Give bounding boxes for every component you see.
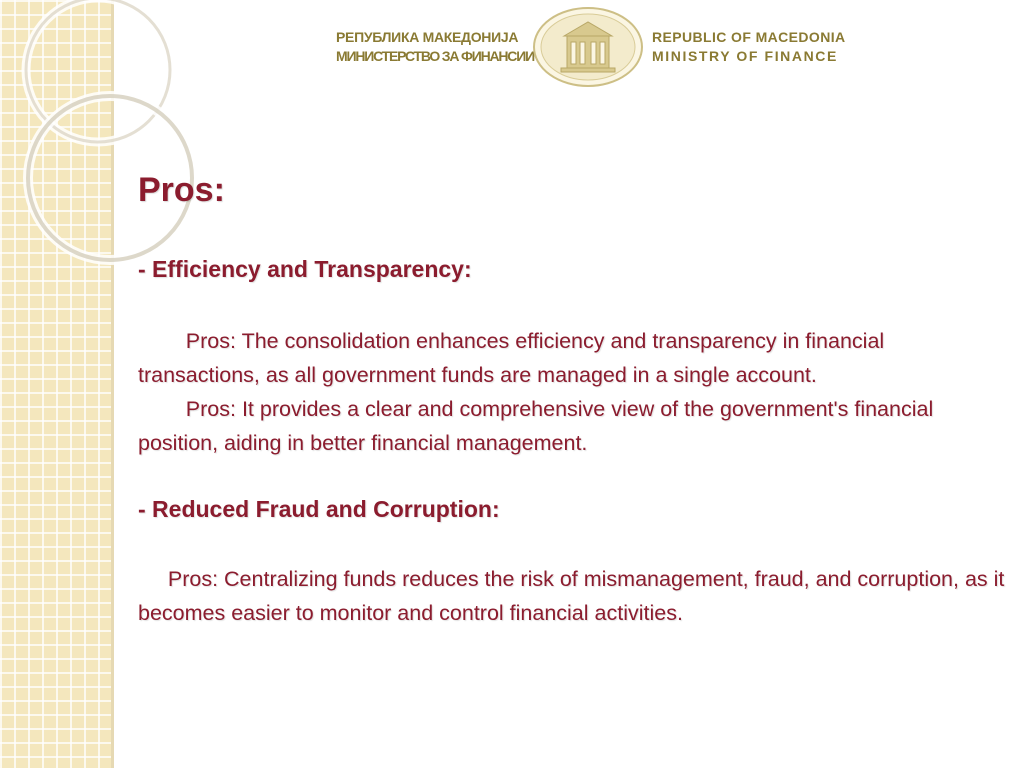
paragraph-efficiency-1: Pros: The consolidation enhances efficiency and transparency in financial transactions, as all government funds are managed in a single account. xyxy=(138,329,891,387)
section-heading-efficiency: - Efficiency and Transparency: xyxy=(138,256,472,282)
band-edge-line xyxy=(111,0,114,768)
left-decorative-band xyxy=(0,0,113,768)
ministry-header xyxy=(330,6,850,88)
ministry-building-emblem-icon xyxy=(531,6,645,88)
header-english-name xyxy=(652,28,852,66)
paragraph-efficiency-2: Pros: It provides a clear and comprehensive view of the government's financial position, aiding in better financial management. xyxy=(138,397,940,455)
slide-title: Pros: xyxy=(138,171,225,209)
section-heading-fraud: - Reduced Fraud and Corruption: xyxy=(138,496,500,522)
header-en-line2: MINISTRY OF FINANCE xyxy=(652,48,838,64)
paragraph-fraud-1: Pros: Centralizing funds reduces the risk of mismanagement, fraud, and corruption, as it becomes easier to monitor and control financial activities. xyxy=(138,567,1011,625)
header-mk-line2: МИНИСТЕРСТВО ЗА ФИНАНСИИ xyxy=(336,48,534,64)
header-mk-line1: РЕПУБЛИКА МАКЕДОНИЈА xyxy=(336,29,519,45)
header-macedonian-name xyxy=(336,28,534,66)
header-en-line1: REPUBLIC OF MACEDONIA xyxy=(652,29,846,45)
